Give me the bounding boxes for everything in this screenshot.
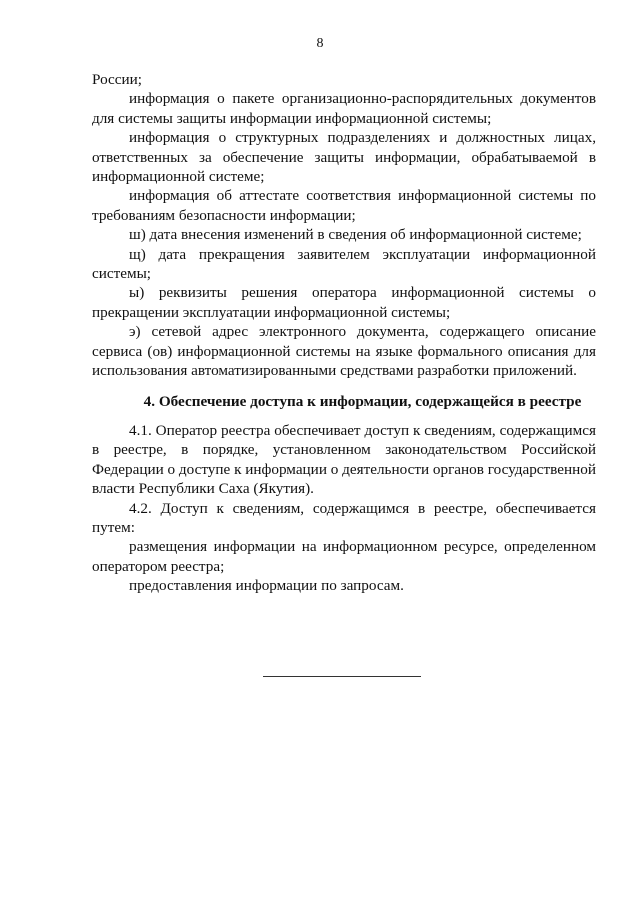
paragraph: 4.2. Доступ к сведениям, содержащимся в реестре, обеспечивается путем: bbox=[92, 499, 596, 536]
document-body bbox=[92, 70, 596, 596]
paragraph: информация о структурных подразделениях и должностных лицах, ответственных за обеспечение защиты информации, обрабатываемой в информационной системе; bbox=[92, 129, 596, 186]
section-heading: 4. Обеспечение доступа к информации, содержащейся в реестре bbox=[143, 392, 582, 410]
paragraph: щ) дата прекращения заявителем эксплуатации информационной системы; bbox=[92, 245, 596, 283]
end-of-document-rule bbox=[263, 676, 421, 677]
paragraph: информация о пакете организационно-распорядительных документов для системы защиты информации информационной системы; bbox=[92, 90, 596, 127]
paragraph: 4.1. Оператор реестра обеспечивает доступ к сведениям, содержащимся в реестре, в порядке, установленном законодательством Российской Федерации о доступе к информации о деятельности органов государственной власти Республики Саха (Якутия). bbox=[92, 421, 596, 498]
page-number: 8 bbox=[316, 36, 324, 51]
paragraph: ш) дата внесения изменений в сведения об информационной системе; bbox=[129, 226, 582, 244]
paragraph: предоставления информации по запросам. bbox=[129, 577, 404, 595]
paragraph: информация об аттестате соответствия информационной системы по требованиям безопасности информации; bbox=[92, 187, 596, 224]
paragraph: ы) реквизиты решения оператора информационной системы о прекращении эксплуатации информационной системы; bbox=[92, 284, 596, 321]
paragraph: э) сетевой адрес электронного документа, содержащего описание сервиса (ов) информационной системы на языке формального описания для использования автоматизированными средствами разработки приложений. bbox=[92, 323, 596, 380]
paragraph: России; bbox=[92, 71, 142, 88]
paragraph: размещения информации на информационном ресурсе, определенном оператором реестра; bbox=[92, 538, 596, 575]
